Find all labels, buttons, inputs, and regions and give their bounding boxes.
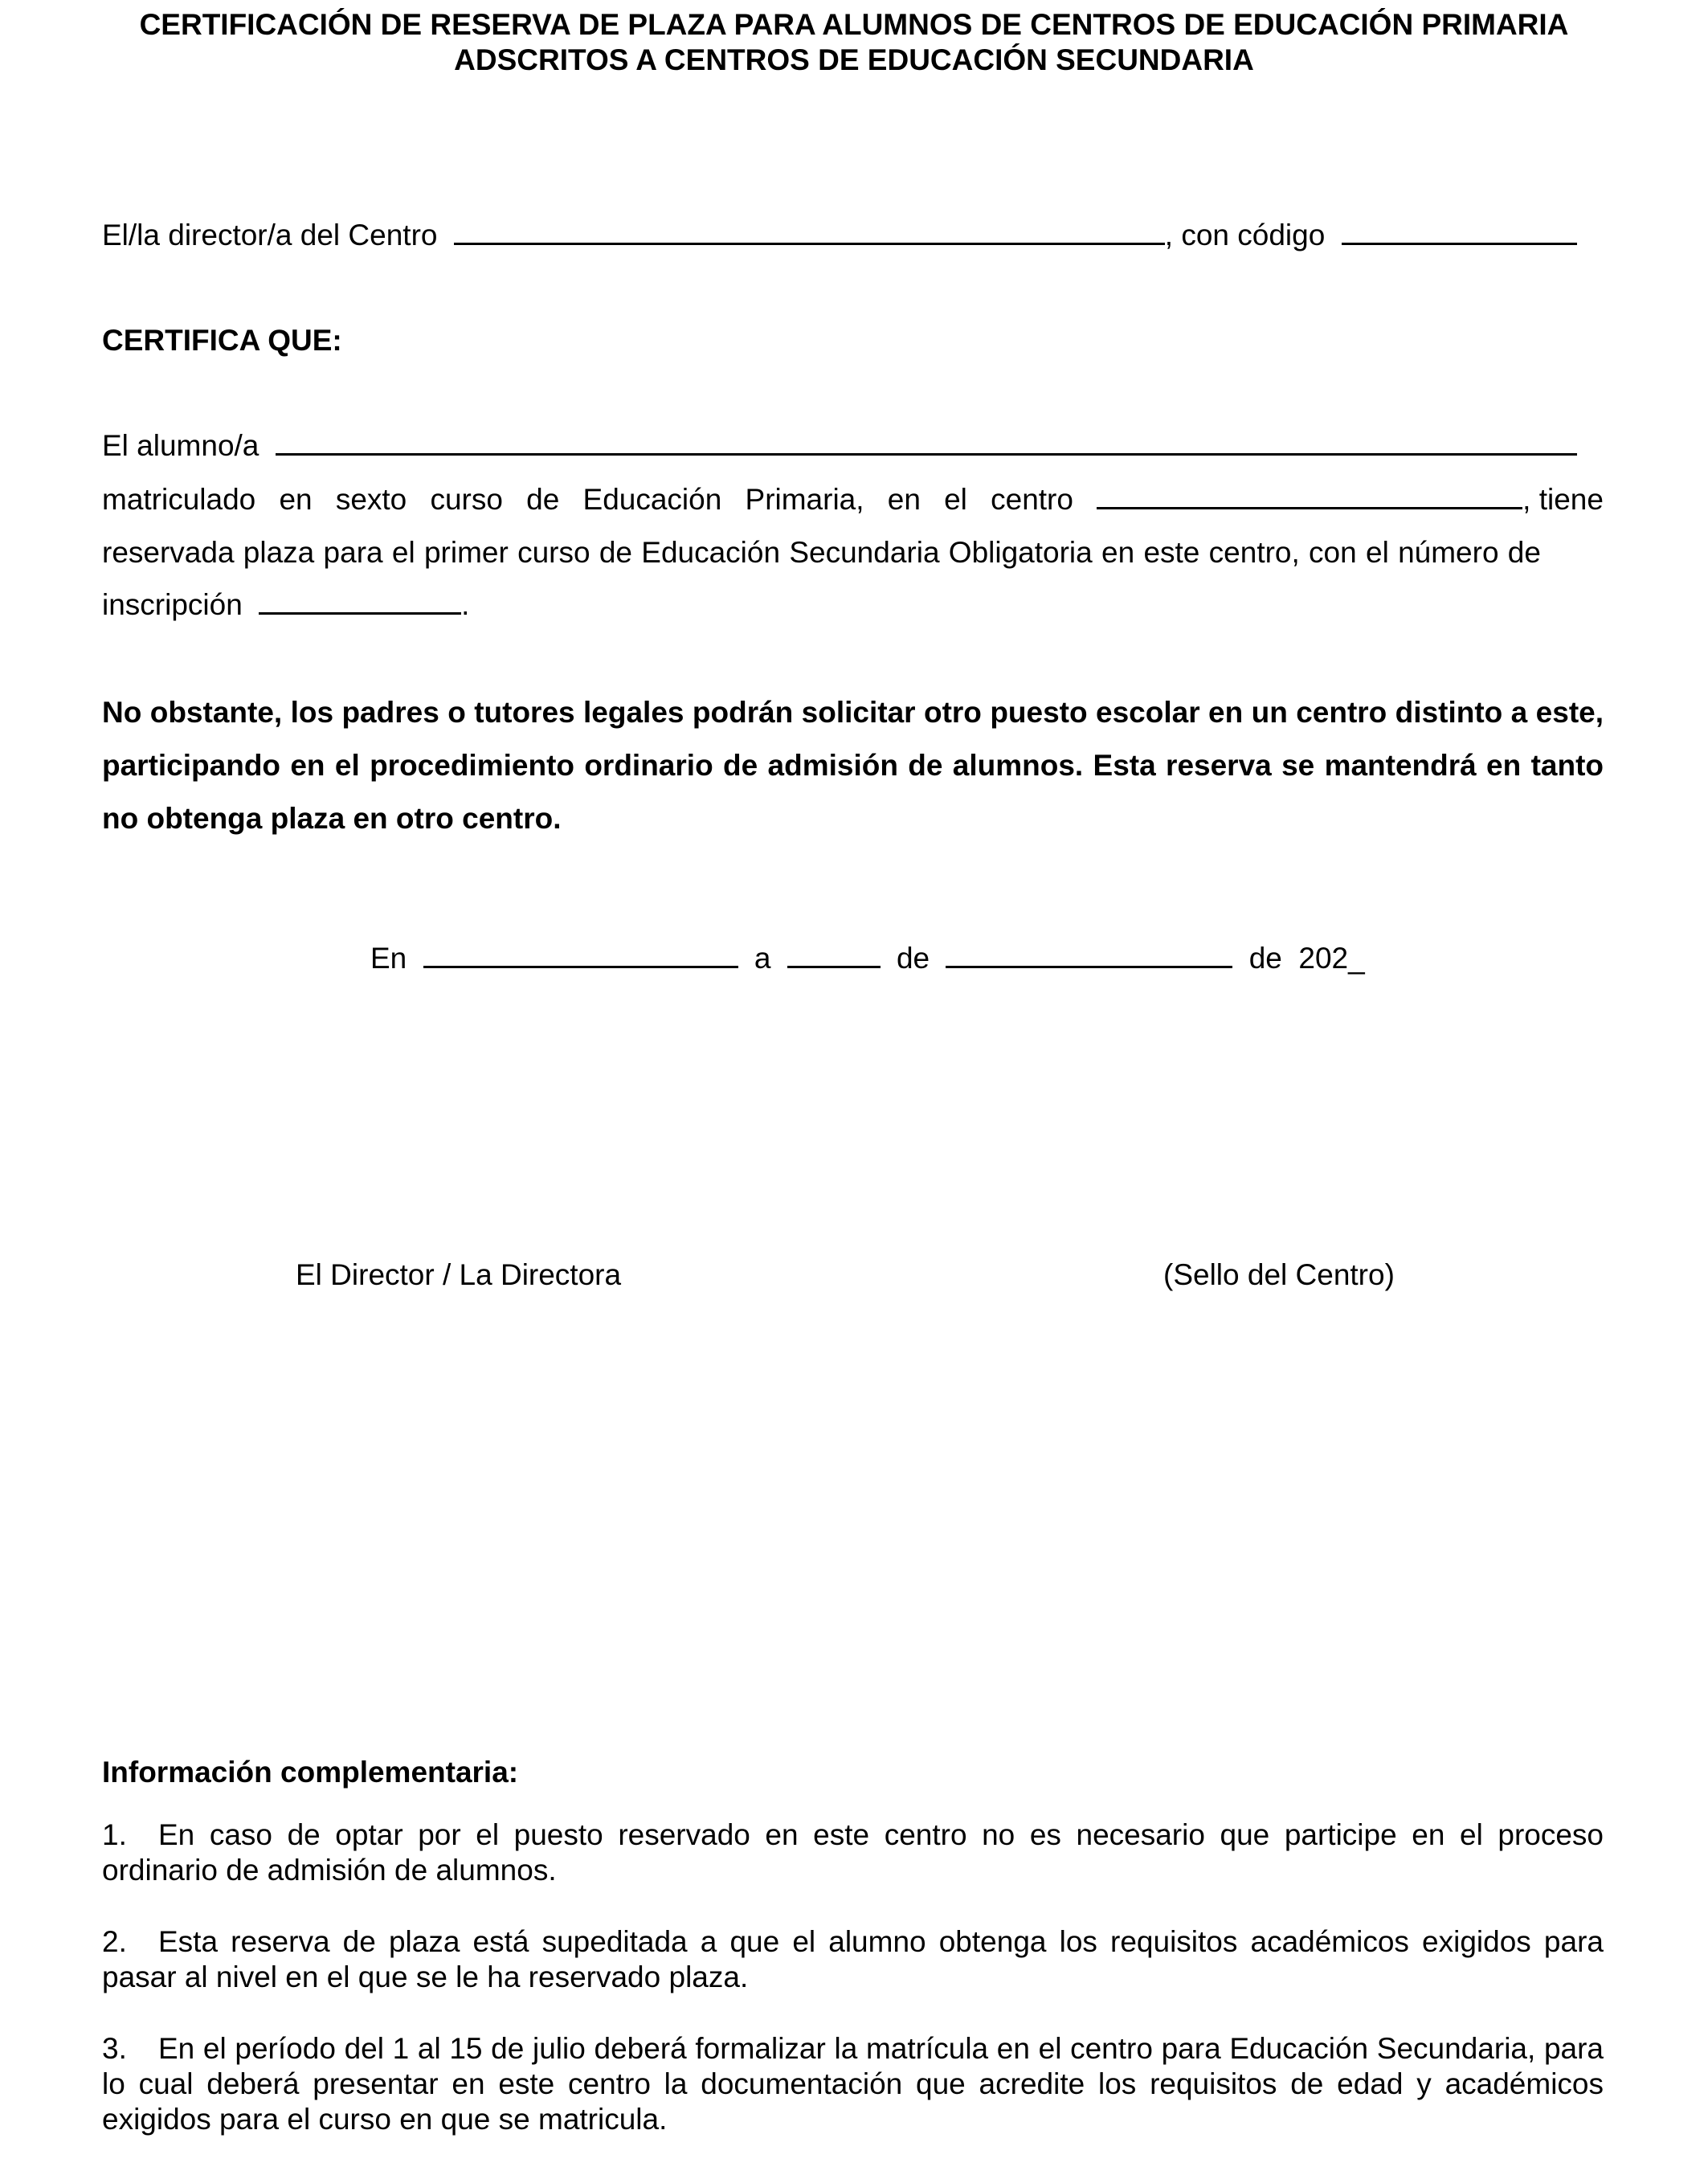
date-a-label: a [754, 942, 771, 975]
code-label: , con código [1164, 219, 1326, 251]
date-en-label: En [370, 942, 407, 975]
info-item-number: 2. [102, 1925, 127, 1958]
month-field[interactable] [946, 965, 1232, 968]
center-name-field[interactable] [454, 242, 1165, 245]
director-signature-label: El Director / La Directora [296, 1258, 622, 1291]
info-item-text: En el período del 1 al 15 de julio deberá formalizar la matrícula en el centro para Educación Secundaria, para lo cual deberá presentar en este centro la documentación que acredite los requisitos de edad y académicos exigidos para el curso en que se matricula. [102, 2032, 1604, 2136]
origin-center-field[interactable] [1097, 506, 1522, 509]
info-item-number: 1. [102, 1818, 127, 1851]
date-year-label: de 202 [1248, 942, 1349, 975]
notice-paragraph: No obstante, los padres o tutores legales podrán solicitar otro puesto escolar en un centro distinto a este, participando en el procedimiento ordinario de admisión de alumnos. Esta reserva se mantendrá en tanto no obtenga plaza en otro centro. [102, 696, 1604, 835]
word: Primaria, [745, 483, 864, 516]
date-de-label: de [896, 942, 930, 975]
info-item-number: 3. [102, 2032, 127, 2065]
student-name-field[interactable] [276, 452, 1577, 456]
tiene-label: , tiene [1522, 483, 1604, 516]
info-heading: Información complementaria: [102, 1756, 519, 1789]
period-mark: . [461, 588, 470, 621]
document-title-line-1: CERTIFICACIÓN DE RESERVA DE PLAZA PARA ALUMNOS DE CENTROS DE EDUCACIÓN PRIMARIA [139, 8, 1569, 41]
word: de [526, 483, 560, 516]
day-field[interactable] [787, 965, 881, 968]
word: curso [430, 483, 503, 516]
year-digit-field[interactable]: _ [1348, 942, 1365, 975]
word: sexto [335, 483, 407, 516]
word: el [944, 483, 967, 516]
word: centro [991, 483, 1073, 516]
info-item [102, 1817, 1604, 1888]
inscription-line [102, 579, 469, 632]
certifica-heading: CERTIFICA QUE: [102, 324, 342, 357]
student-line [102, 419, 1577, 472]
info-item-text: Esta reserva de plaza está supeditada a que el alumno obtenga los requisitos académicos exigidos para pasar al nivel en el que se le ha reservado plaza. [102, 1925, 1604, 1993]
document-title-line-2: ADSCRITOS A CENTROS DE EDUCACIÓN SECUNDARIA [454, 43, 1254, 76]
date-line [370, 932, 1365, 985]
student-label: El alumno/a [102, 429, 259, 462]
inscription-label: inscripción [102, 588, 243, 621]
director-label: El/la director/a del Centro [102, 219, 438, 251]
word: en [279, 483, 313, 516]
word: en [887, 483, 921, 516]
info-item-text: En caso de optar por el puesto reservado en este centro no es necesario que participe en el proceso ordinario de admisión de alumnos. [102, 1818, 1604, 1887]
word: Educación [582, 483, 722, 516]
origin-center-group [1097, 480, 1604, 520]
inscription-number-field[interactable] [259, 611, 461, 615]
info-item [102, 1924, 1604, 1995]
reserved-seat-line: reservada plaza para el primer curso de Educación Secundaria Obligatoria en este centro, con el número de [102, 536, 1541, 569]
center-code-field[interactable] [1342, 242, 1577, 245]
center-stamp-label: (Sello del Centro) [1163, 1258, 1395, 1291]
student-enrolled-line [102, 480, 1604, 520]
director-line [102, 209, 1577, 262]
info-item [102, 2031, 1604, 2137]
word: matriculado [102, 483, 256, 516]
place-field[interactable] [423, 965, 738, 968]
